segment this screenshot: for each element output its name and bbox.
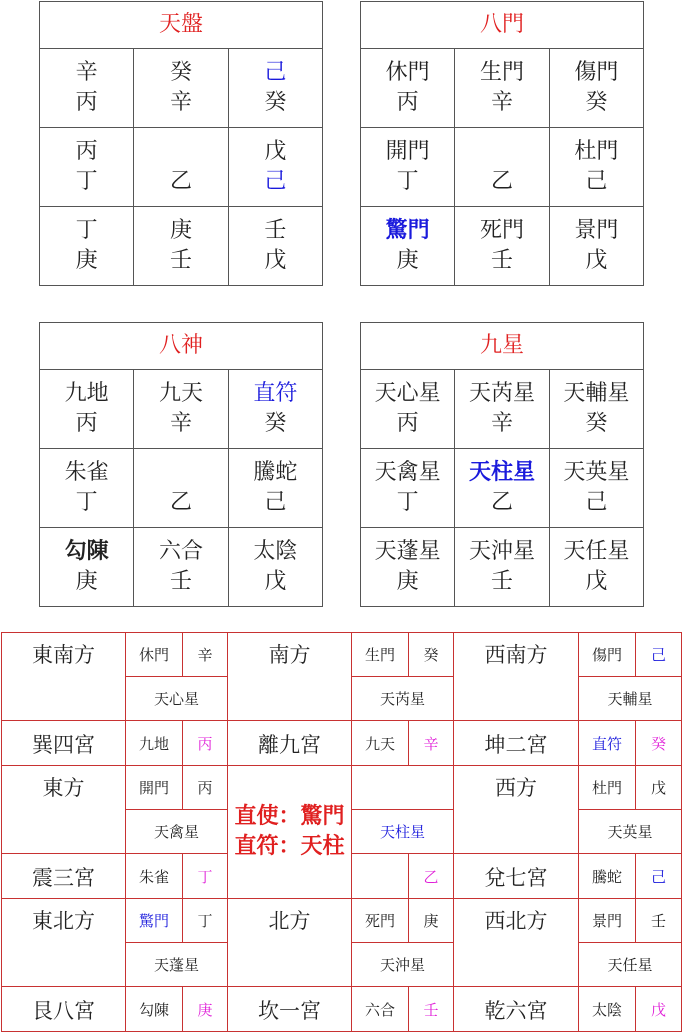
bamen-cell: 死門 壬 (455, 207, 549, 286)
center-empty-bottom (352, 854, 409, 899)
palace-s-god: 九天 (352, 721, 409, 766)
bashen-table (39, 322, 323, 607)
nine-palace-chart (1, 632, 682, 1032)
palace-ne-door: 驚門 (126, 899, 183, 943)
palace-s-name: 離九宮 (228, 721, 352, 766)
palace-se-name: 巽四宮 (2, 721, 126, 766)
palace-n-star: 天沖星 (352, 943, 454, 987)
palace-e-direction: 東方 (2, 766, 126, 854)
tianpan-cell: 丁 庚 (40, 207, 134, 286)
palace-ne-name: 艮八宮 (2, 987, 126, 1032)
bashen-cell: 九天 辛 (134, 370, 228, 449)
palace-c-bottom-stem: 乙 (409, 854, 454, 899)
palace-w-direction: 西方 (454, 766, 579, 854)
palace-w-name: 兌七宮 (454, 854, 579, 899)
palace-e-door: 開門 (126, 766, 183, 810)
palace-n-bottom-stem: 壬 (409, 987, 454, 1032)
palace-sw-star: 天輔星 (579, 677, 682, 721)
tianpan-cell: 癸 辛 (134, 49, 228, 128)
jiuxing-cell: 天輔星 癸 (549, 370, 643, 449)
palace-nw-top-stem: 壬 (636, 899, 682, 943)
palace-c-star: 天柱星 (352, 810, 454, 854)
tianpan-cell: 壬 戊 (228, 207, 322, 286)
bamen-title: 八門 (361, 2, 644, 49)
palace-w-god: 騰蛇 (579, 854, 636, 899)
palace-s-star: 天芮星 (352, 677, 454, 721)
bashen-cell: 朱雀 丁 (40, 449, 134, 528)
palace-se-bottom-stem: 丙 (183, 721, 228, 766)
tianpan-title: 天盤 (40, 2, 323, 49)
palace-n-god: 六合 (352, 987, 409, 1032)
palace-e-name: 震三宮 (2, 854, 126, 899)
bamen-cell: 生門 辛 (455, 49, 549, 128)
palace-se-door: 休門 (126, 633, 183, 677)
jiuxing-cell: 天沖星 壬 (455, 528, 549, 607)
jiuxing-title: 九星 (361, 323, 644, 370)
bashen-cell: 太陰 戊 (228, 528, 322, 607)
palace-w-bottom-stem: 己 (636, 854, 682, 899)
palace-w-star: 天英星 (579, 810, 682, 854)
palace-s-bottom-stem: 辛 (409, 721, 454, 766)
palace-se-top-stem: 辛 (183, 633, 228, 677)
palace-s-door: 生門 (352, 633, 409, 677)
bamen-cell: 驚門 庚 (361, 207, 455, 286)
palace-nw-star: 天任星 (579, 943, 682, 987)
palace-ne-bottom-stem: 庚 (183, 987, 228, 1032)
jiuxing-cell: 天芮星 辛 (455, 370, 549, 449)
jiuxing-cell: 天柱星 乙 (455, 449, 549, 528)
palace-e-star: 天禽星 (126, 810, 228, 854)
zhifu-label: 直符：天柱 (234, 834, 345, 859)
palace-sw-bottom-stem: 癸 (636, 721, 682, 766)
palace-w-top-stem: 戊 (636, 766, 682, 810)
palace-nw-name: 乾六宮 (454, 987, 579, 1032)
bashen-title: 八神 (40, 323, 323, 370)
palace-sw-direction: 西南方 (454, 633, 579, 721)
palace-n-direction: 北方 (228, 899, 352, 987)
center-empty-top (352, 766, 454, 810)
palace-ne-direction: 東北方 (2, 899, 126, 987)
tianpan-cell: 庚 壬 (134, 207, 228, 286)
palace-w-door: 杜門 (579, 766, 636, 810)
jiuxing-cell: 天任星 戊 (549, 528, 643, 607)
palace-se-direction: 東南方 (2, 633, 126, 721)
bashen-cell: 直符 癸 (228, 370, 322, 449)
palace-e-top-stem: 丙 (183, 766, 228, 810)
palace-se-star: 天心星 (126, 677, 228, 721)
palace-sw-name: 坤二宮 (454, 721, 579, 766)
palace-sw-god: 直符 (579, 721, 636, 766)
jiuxing-cell: 天蓬星 庚 (361, 528, 455, 607)
palace-n-name: 坎一宮 (228, 987, 352, 1032)
bashen-cell: 六合 壬 (134, 528, 228, 607)
tianpan-cell: 丙 丁 (40, 128, 134, 207)
palace-sw-door: 傷門 (579, 633, 636, 677)
center-palace-duty (228, 766, 352, 899)
palace-n-top-stem: 庚 (409, 899, 454, 943)
bamen-cell: 傷門 癸 (549, 49, 643, 128)
palace-nw-direction: 西北方 (454, 899, 579, 987)
jiuxing-cell: 天英星 己 (549, 449, 643, 528)
tianpan-cell: 乙 (134, 128, 228, 207)
palace-s-top-stem: 癸 (409, 633, 454, 677)
bamen-table (360, 1, 644, 286)
tianpan-cell: 戊 己 (228, 128, 322, 207)
palace-ne-star: 天蓬星 (126, 943, 228, 987)
jiuxing-cell: 天心星 丙 (361, 370, 455, 449)
bamen-cell: 開門 丁 (361, 128, 455, 207)
palace-nw-bottom-stem: 戊 (636, 987, 682, 1032)
tianpan-table (39, 1, 323, 286)
palace-ne-god: 勾陳 (126, 987, 183, 1032)
palace-nw-door: 景門 (579, 899, 636, 943)
palace-s-direction: 南方 (228, 633, 352, 721)
jiuxing-cell: 天禽星 丁 (361, 449, 455, 528)
bamen-cell: 杜門 己 (549, 128, 643, 207)
palace-ne-top-stem: 丁 (183, 899, 228, 943)
tianpan-cell: 辛 丙 (40, 49, 134, 128)
palace-n-door: 死門 (352, 899, 409, 943)
palace-se-god: 九地 (126, 721, 183, 766)
bamen-cell: 休門 丙 (361, 49, 455, 128)
palace-nw-god: 太陰 (579, 987, 636, 1032)
palace-sw-top-stem: 己 (636, 633, 682, 677)
bamen-cell: 乙 (455, 128, 549, 207)
jiuxing-table (360, 322, 644, 607)
zhishi-label: 直使：驚門 (234, 804, 345, 829)
palace-e-bottom-stem: 丁 (183, 854, 228, 899)
bamen-cell: 景門 戊 (549, 207, 643, 286)
bashen-cell: 騰蛇 己 (228, 449, 322, 528)
palace-e-god: 朱雀 (126, 854, 183, 899)
bashen-cell: 勾陳 庚 (40, 528, 134, 607)
bashen-cell: 乙 (134, 449, 228, 528)
tianpan-cell: 己 癸 (228, 49, 322, 128)
bashen-cell: 九地 丙 (40, 370, 134, 449)
